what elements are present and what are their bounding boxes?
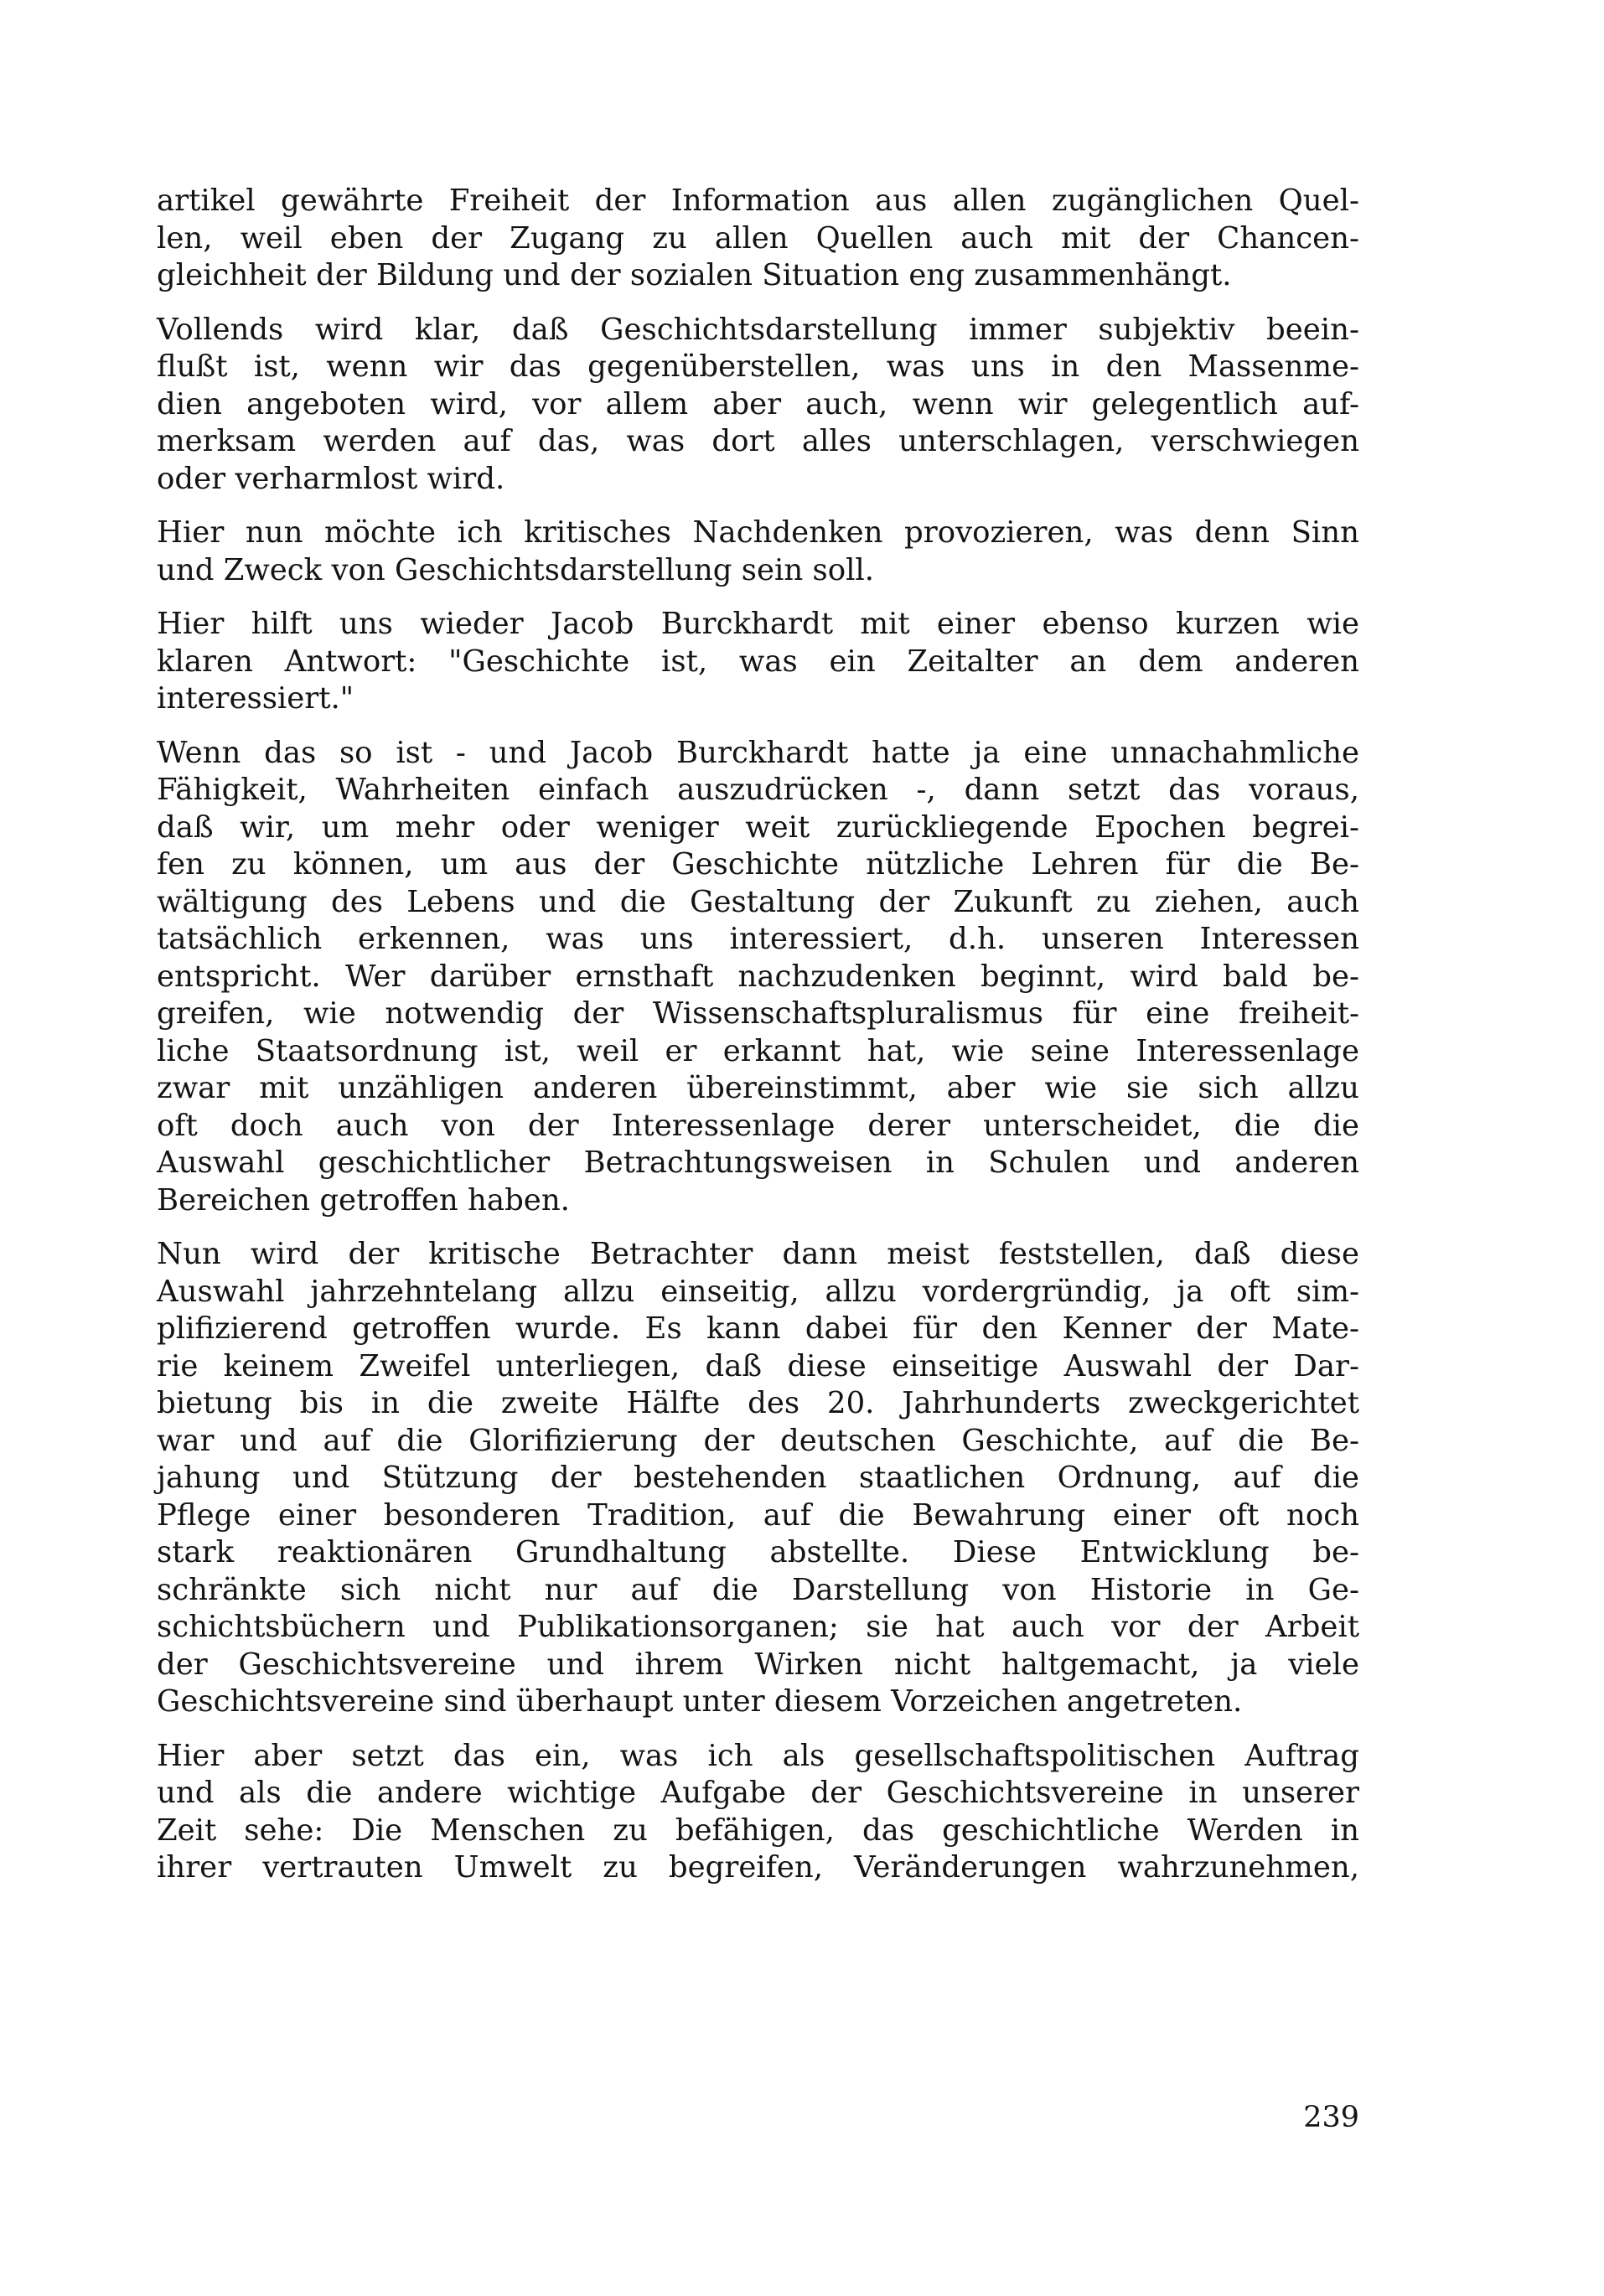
text-line: Hier aber setzt das ein, was ich als gesellschaftspolitischen Auftrag bbox=[157, 1738, 1359, 1773]
text-line: und als die andere wichtige Aufgabe der Geschichtsvereine in unserer bbox=[157, 1776, 1359, 1810]
text-line: Hier nun möchte ich kritisches Nachdenken provozieren, was denn Sinn bbox=[157, 515, 1359, 550]
text-line: oder verharmlost wird. bbox=[157, 461, 505, 496]
paragraph bbox=[157, 1236, 1359, 1721]
text-line: tatsächlich erkennen, was uns interessiert, d.h. unseren Interessen bbox=[157, 922, 1359, 956]
text-line: Nun wird der kritische Betrachter dann meist feststellen, daß diese bbox=[157, 1237, 1359, 1271]
text-line: gleichheit der Bildung und der sozialen Situation eng zusammenhängt. bbox=[157, 258, 1232, 292]
paragraph bbox=[157, 515, 1359, 589]
text-line: entspricht. Wer darüber ernsthaft nachzudenken beginnt, wird bald be- bbox=[157, 959, 1359, 994]
text-line: Fähigkeit, Wahrheiten einfach auszudrücken -, dann setzt das voraus, bbox=[157, 773, 1359, 807]
text-line: rie keinem Zweifel unterliegen, daß diese einseitige Auswahl der Dar- bbox=[157, 1348, 1359, 1383]
text-line: daß wir, um mehr oder weniger weit zurückliegende Epochen begrei- bbox=[157, 809, 1359, 845]
text-line: Auswahl jahrzehntelang allzu einseitig, allzu vordergründig, ja oft sim- bbox=[157, 1274, 1359, 1309]
text-line: wältigung des Lebens und die Gestaltung der Zukunft zu ziehen, auch bbox=[157, 884, 1359, 919]
text-line: greifen, wie notwendig der Wissenschaftspluralismus für eine freiheit- bbox=[157, 996, 1359, 1031]
text-line: Auswahl geschichtlicher Betrachtungsweisen in Schulen und anderen bbox=[157, 1145, 1359, 1180]
paragraph bbox=[157, 183, 1359, 295]
text-line: Hier hilft uns wieder Jacob Burckhardt mit einer ebenso kurzen wie bbox=[157, 607, 1359, 641]
text-line: und Zweck von Geschichtsdarstellung sein soll. bbox=[157, 552, 875, 587]
text-line: Vollends wird klar, daß Geschichtsdarstellung immer subjektiv beein- bbox=[157, 312, 1359, 347]
text-line: schichtsbüchern und Publikationsorganen; sie hat auch vor der Arbeit bbox=[157, 1610, 1359, 1644]
text-line: flußt ist, wenn wir das gegenüberstellen, was uns in den Massenme- bbox=[157, 349, 1359, 384]
text-line: zwar mit unzähligen anderen übereinstimmt, aber wie sie sich allzu bbox=[157, 1071, 1359, 1105]
text-line: Bereichen getroffen haben. bbox=[157, 1182, 570, 1218]
text-line: schränkte sich nicht nur auf die Darstellung von Historie in Ge- bbox=[157, 1572, 1359, 1607]
text-line: merksam werden auf das, was dort alles unterschlagen, verschwiegen bbox=[157, 424, 1359, 458]
text-line: Zeit sehe: Die Menschen zu befähigen, das geschichtliche Werden in bbox=[157, 1812, 1359, 1848]
text-line: dien angeboten wird, vor allem aber auch, wenn wir gelegentlich auf- bbox=[157, 386, 1359, 421]
body-text bbox=[157, 183, 1359, 1904]
text-line: Geschichtsvereine sind überhaupt unter diesem Vorzeichen angetreten. bbox=[157, 1684, 1243, 1719]
paragraph bbox=[157, 735, 1359, 1220]
paragraph bbox=[157, 1738, 1359, 1887]
paragraph bbox=[157, 312, 1359, 499]
text-line: artikel gewährte Freiheit der Information aus allen zugänglichen Quel- bbox=[157, 184, 1359, 218]
text-line: interessiert." bbox=[157, 681, 354, 716]
text-line: stark reaktionären Grundhaltung abstellte. Diese Entwicklung be- bbox=[157, 1535, 1359, 1569]
text-line: oft doch auch von der Interessenlage derer unterscheidet, die die bbox=[157, 1108, 1359, 1143]
text-line: der Geschichtsvereine und ihrem Wirken nicht haltgemacht, ja viele bbox=[157, 1647, 1359, 1682]
text-line: bietung bis in die zweite Hälfte des 20. Jahrhunderts zweckgerichtet bbox=[157, 1386, 1359, 1420]
text-line: ihrer vertrauten Umwelt zu begreifen, Veränderungen wahrzunehmen, bbox=[157, 1850, 1359, 1885]
text-line: liche Staatsordnung ist, weil er erkannt hat, wie seine Interessenlage bbox=[157, 1033, 1359, 1068]
page-number: 239 bbox=[1303, 2101, 1359, 2134]
text-line: plifizierend getroffen wurde. Es kann dabei für den Kenner der Mate- bbox=[157, 1311, 1359, 1346]
text-line: fen zu können, um aus der Geschichte nützliche Lehren für die Be- bbox=[157, 847, 1359, 882]
text-line: Pflege einer besonderen Tradition, auf die Bewahrung einer oft noch bbox=[157, 1497, 1359, 1533]
paragraph bbox=[157, 606, 1359, 718]
text-line: war und auf die Glorifizierung der deutschen Geschichte, auf die Be- bbox=[157, 1423, 1359, 1458]
text-line: len, weil eben der Zugang zu allen Quellen auch mit der Chancen- bbox=[157, 220, 1359, 256]
text-line: Wenn das so ist - und Jacob Burckhardt hatte ja eine unnachahmliche bbox=[157, 735, 1359, 770]
text-line: jahung und Stützung der bestehenden staatlichen Ordnung, auf die bbox=[157, 1461, 1359, 1495]
text-line: klaren Antwort: "Geschichte ist, was ein Zeitalter an dem anderen bbox=[157, 644, 1359, 679]
